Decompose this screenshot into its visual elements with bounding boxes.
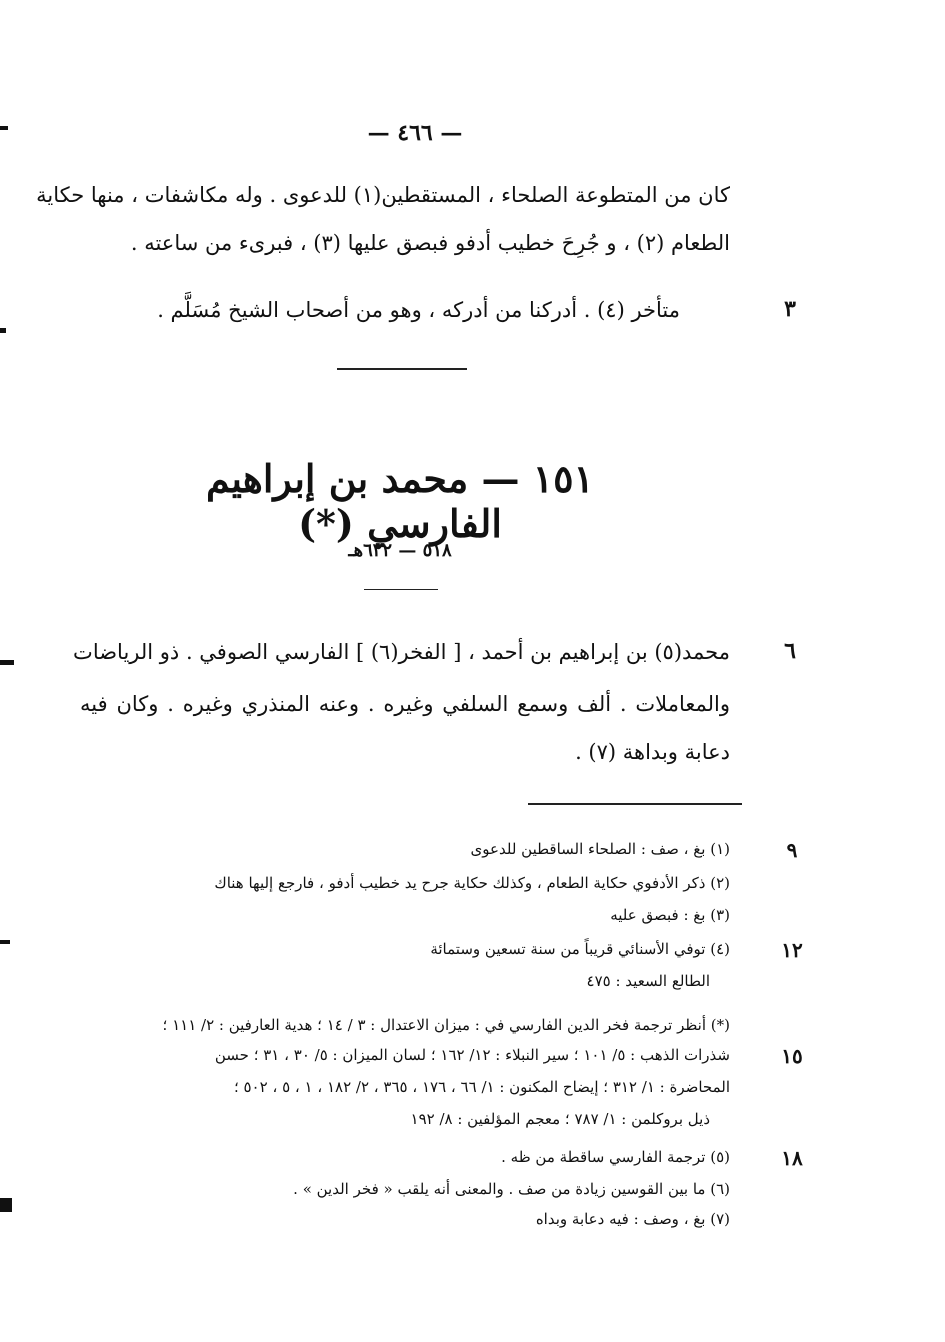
entry-line-1: محمد(٥) بن إبراهيم بن أحمد ، [ الفخر(٦) ] الفارسي الصوفي . ذو الرياضات [73,640,730,664]
margin-mark-4 [0,940,10,944]
margin-mark-5 [0,1198,12,1212]
entry-line-3: دعابة وبداهة (٧) . [575,740,730,764]
footnote-3: (٣) بغ : فبصق عليه [610,906,730,924]
footnote-star-line-4: ذيل بروكلمن : ١/ ٧٨٧ ؛ معجم المؤلفين : ٨/ ١٩٢ [410,1110,710,1128]
footnote-divider [528,803,742,805]
line-number-9: ٩ [786,838,798,862]
footnote-2: (٢) ذكر الأدفوي حكاية الطعام ، وكذلك حكاية جرح يد خطيب أدفو ، فارجع إليها هناك [214,874,730,892]
entry-line-2: والمعاملات . ألف وسمع السلفي وغيره . وعنه المنذري وغيره . وكان فيه [80,692,730,716]
footnote-7: (٧) بغ ، وصف : فيه دعابة وبداه [535,1210,730,1228]
footnote-1: (١) بغ ، صف : الصلحاء الساقطين للدعوى [470,840,730,858]
footnote-star-line-2: شذرات الذهب : ٥/ ١٠١ ؛ سير النبلاء : ١٢/ ١٦٢ ؛ لسان الميزان : ٥/ ٣٠ ، ٣١ ؛ حسن [214,1046,730,1064]
margin-mark-3 [0,660,14,665]
section-divider [337,368,467,370]
line-number-18: ١٨ [781,1146,803,1170]
page-number: — ٤٦٦ — [367,120,463,146]
line-number-15: ١٥ [781,1044,803,1068]
footnote-star-line-3: المحاضرة : ١/ ٣١٢ ؛ إيضاح المكنون : ١/ ٦٦ ، ١٧٦ ، ٣٦٥ ، ٢/ ١٨٢ ، ١ ، ٥ ، ٥٠٢ ؛ [233,1078,730,1096]
intro-line-1: كان من المتطوعة الصلحاء ، المستقطين(١) للدعوى . وله مكاشفات ، منها حكاية [36,183,730,207]
intro-line-3: متأخر (٤) . أدركنا من أدركه ، وهو من أصحاب الشيخ مُسَلَّم . [157,298,680,322]
margin-mark-1 [0,126,8,130]
footnote-star-line-1: (*) أنظر ترجمة فخر الدين الفارسي في : ميزان الاعتدال : ٣ / ١٤ ؛ هدية العارفين : ٢/ ١١١ ؛ [162,1016,730,1034]
title-divider [364,589,438,590]
line-number-3: ٣ [784,296,796,322]
footnote-4-source: الطالع السعيد : ٤٧٥ [586,972,710,990]
entry-dates: ٥١٨ — ٦٢٢هـ [348,540,452,561]
footnote-5: (٥) ترجمة الفارسي ساقطة من ظه . [501,1148,730,1166]
footnote-4: (٤) توفي الأسنائي قريباً من سنة تسعين وستمائة [430,940,730,958]
line-number-6: ٦ [784,638,796,664]
footnote-6: (٦) ما بين القوسين زيادة من صف . والمعنى أنه يلقب « فخر الدين » . [293,1180,730,1198]
line-number-12: ١٢ [781,938,803,962]
intro-line-2: الطعام (٢) ، و جُرِحَ خطيب أدفو فبصق عليها (٣) ، فبرىء من ساعته . [130,231,730,255]
margin-mark-2 [0,328,6,333]
entry-title: ١٥١ — محمد بن إبراهيم الفارسي (*) [206,456,594,546]
